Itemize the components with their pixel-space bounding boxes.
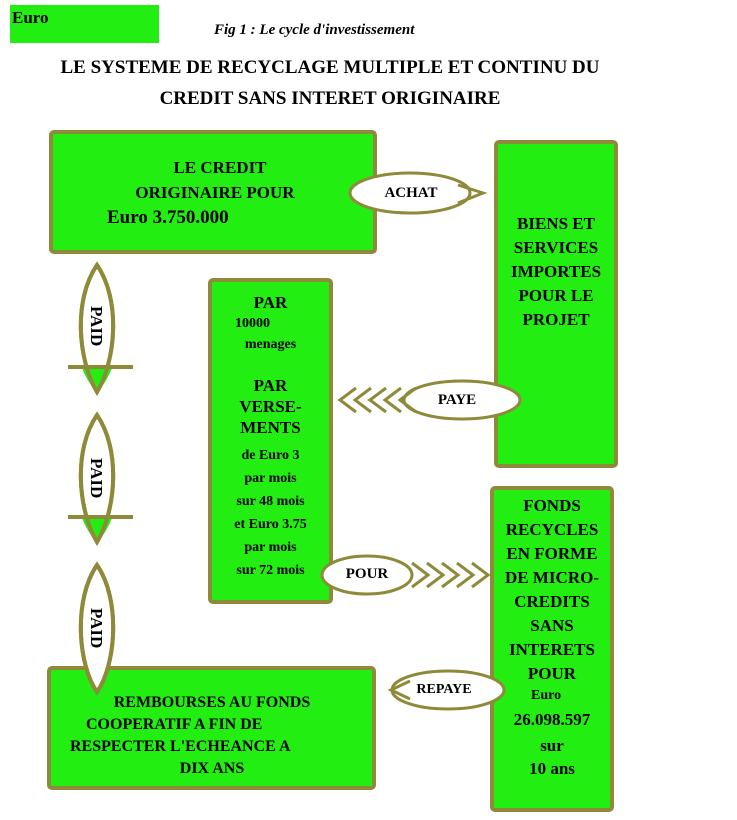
fonds-line-3: EN FORME <box>506 544 598 563</box>
title-line-2: CREDIT SANS INTERET ORIGINAIRE <box>159 88 501 109</box>
achat-label: ACHAT <box>384 185 438 201</box>
pour-label: POUR <box>345 566 389 582</box>
fonds-line-7: INTERETS <box>509 640 595 659</box>
figure-caption: Fig 1 : Le cycle d'investissement <box>214 22 415 38</box>
menages-count: 10000 <box>235 316 270 331</box>
rembourses-line-1: REMBOURSES AU FONDS <box>113 694 311 711</box>
menages-text <box>212 292 329 582</box>
credit-line-1: LE CREDIT <box>173 158 267 177</box>
menages-amount-2: et Euro 3.75 <box>234 517 307 532</box>
fonds-amount: 26.098.597 <box>513 710 591 729</box>
fonds-line-2: RECYCLES <box>505 520 599 539</box>
rembourses-line-4: DIX ANS <box>179 760 245 777</box>
biens-line-3: IMPORTES <box>510 262 602 281</box>
fonds-line-4: DE MICRO- <box>505 568 599 587</box>
credit-line-2: ORIGINAIRE POUR <box>135 183 295 202</box>
fonds-line-12: 10 ans <box>529 759 575 778</box>
menages-amount-1: de Euro 3 <box>241 448 300 463</box>
paid-label-3: PAID <box>87 608 106 649</box>
rembourses-line-2: COOPERATIF A FIN DE <box>86 716 263 733</box>
menages-verse: VERSE- <box>239 397 302 416</box>
fonds-line-6: SANS <box>530 616 574 635</box>
fonds-line-1: FONDS <box>523 496 581 515</box>
menages-par-1: PAR <box>253 293 288 312</box>
fonds-line-11: sur <box>540 736 564 755</box>
rembourses-text <box>52 692 372 780</box>
menages-word: menages <box>244 337 297 352</box>
fonds-line-8: POUR <box>527 664 577 683</box>
biens-line-5: PROJET <box>522 310 590 329</box>
menages-ments: MENTS <box>240 418 301 437</box>
fonds-line-9: Euro <box>531 688 562 703</box>
fonds-text <box>493 494 611 781</box>
rembourses-line-3: RESPECTER L'ECHEANCE A <box>70 738 291 755</box>
paid-label-2: PAID <box>87 458 106 499</box>
repaye-label: REPAYE <box>416 682 472 697</box>
paye-label: PAYE <box>437 392 477 408</box>
menages-duration-2: sur 72 mois <box>236 563 305 578</box>
biens-text <box>497 212 615 332</box>
biens-line-2: SERVICES <box>513 238 599 257</box>
credit-text <box>105 155 325 230</box>
title-line-1: LE SYSTEME DE RECYCLAGE MULTIPLE ET CONTINU DU <box>60 57 600 78</box>
credit-amount: Euro 3.750.000 <box>107 207 229 228</box>
fonds-line-5: CREDITS <box>514 592 590 611</box>
menages-duration-1: sur 48 mois <box>236 494 305 509</box>
paid-label-1: PAID <box>87 306 106 347</box>
biens-line-4: POUR LE <box>518 286 594 305</box>
euro-tag-label: Euro <box>12 8 49 27</box>
menages-par-2: PAR <box>253 376 288 395</box>
menages-per-month-1: par mois <box>244 471 297 486</box>
menages-per-month-2: par mois <box>244 540 297 555</box>
biens-line-1: BIENS ET <box>517 214 595 233</box>
